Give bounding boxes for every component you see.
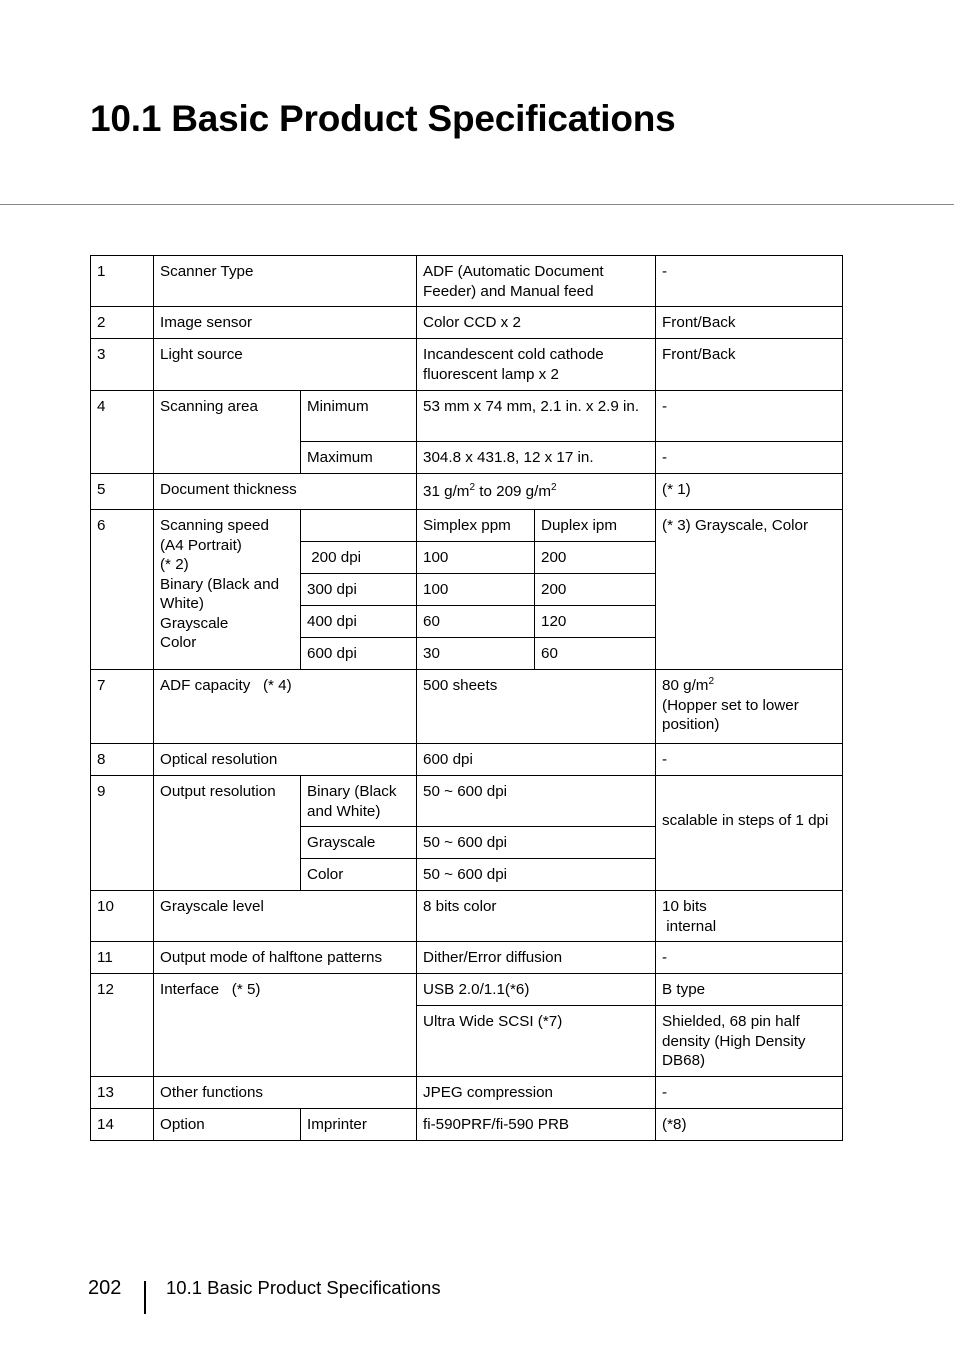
item-note: - (656, 744, 843, 776)
footer-section-title: 10.1 Basic Product Specifications (166, 1277, 441, 1298)
item-name: Scanner Type (154, 256, 417, 307)
table-row (91, 307, 843, 339)
sub-item (301, 510, 417, 542)
item-value: 50 ~ 600 dpi (417, 776, 656, 827)
table-row (91, 1109, 843, 1141)
table-row (91, 474, 843, 510)
item-value: USB 2.0/1.1(*6) (417, 974, 656, 1006)
row-number: 3 (91, 339, 154, 391)
item-value: 50 ~ 600 dpi (417, 859, 656, 891)
sub-item: Imprinter (301, 1109, 417, 1141)
item-name: Scanning speed (A4 Portrait) (* 2) Binary (Black and White) Grayscale Color (154, 510, 301, 670)
table-row (91, 974, 843, 1006)
item-note: - (656, 1077, 843, 1109)
duplex-value: 200 (535, 542, 656, 574)
section-title: Basic Product Specifications (171, 98, 676, 139)
item-note: - (656, 442, 843, 474)
item-name: Option (154, 1109, 301, 1141)
row-number: 11 (91, 942, 154, 974)
item-name: Output mode of halftone patterns (154, 942, 417, 974)
row-number: 8 (91, 744, 154, 776)
table-row (91, 391, 843, 442)
row-number: 13 (91, 1077, 154, 1109)
simplex-value: 30 (417, 638, 535, 670)
sub-item: 200 dpi (301, 542, 417, 574)
row-number: 9 (91, 776, 154, 891)
item-note: Front/Back (656, 339, 843, 391)
item-value: Color CCD x 2 (417, 307, 656, 339)
sub-item: Minimum (301, 391, 417, 442)
sub-item: 300 dpi (301, 574, 417, 606)
row-number: 4 (91, 391, 154, 474)
item-name: Image sensor (154, 307, 417, 339)
sub-item: 400 dpi (301, 606, 417, 638)
item-value: 53 mm x 74 mm, 2.1 in. x 2.9 in. (417, 391, 656, 442)
section-number: 10.1 (90, 98, 162, 139)
item-value: 600 dpi (417, 744, 656, 776)
page-number: 202 (88, 1277, 122, 1299)
item-name: Document thickness (154, 474, 417, 510)
item-name: Other functions (154, 1077, 417, 1109)
item-note: (* 1) (656, 474, 843, 510)
row-number: 6 (91, 510, 154, 670)
table-row (91, 256, 843, 307)
item-value: Ultra Wide SCSI (*7) (417, 1006, 656, 1077)
item-value: 50 ~ 600 dpi (417, 827, 656, 859)
column-header-duplex: Duplex ipm (535, 510, 656, 542)
table-row (91, 339, 843, 391)
row-number: 5 (91, 474, 154, 510)
row-number: 10 (91, 891, 154, 942)
page-title (90, 98, 676, 140)
item-name: Light source (154, 339, 417, 391)
simplex-value: 100 (417, 542, 535, 574)
row-number: 2 (91, 307, 154, 339)
item-note: Front/Back (656, 307, 843, 339)
item-name: Output resolution (154, 776, 301, 891)
table-row (91, 776, 843, 827)
footer-divider (144, 1281, 146, 1314)
item-value: fi-590PRF/fi-590 PRB (417, 1109, 656, 1141)
item-name: ADF capacity (* 4) (154, 670, 417, 744)
item-value: JPEG compression (417, 1077, 656, 1109)
item-name: Scanning area (154, 391, 301, 474)
table-row (91, 670, 843, 744)
item-note: Shielded, 68 pin half density (High Density DB68) (656, 1006, 843, 1077)
item-value: 31 $g/m^2$ to 209 $g/m^2$ (417, 474, 656, 510)
item-note: - (656, 942, 843, 974)
sub-item: Maximum (301, 442, 417, 474)
row-number: 14 (91, 1109, 154, 1141)
item-value: Incandescent cold cathode fluorescent lamp x 2 (417, 339, 656, 391)
sub-item: Color (301, 859, 417, 891)
item-note: - (656, 256, 843, 307)
sub-item: 600 dpi (301, 638, 417, 670)
simplex-value: 60 (417, 606, 535, 638)
row-number: 1 (91, 256, 154, 307)
simplex-value: 100 (417, 574, 535, 606)
row-number: 12 (91, 974, 154, 1077)
item-note: (*8) (656, 1109, 843, 1141)
table-row (91, 891, 843, 942)
duplex-value: 200 (535, 574, 656, 606)
item-name: Interface (* 5) (154, 974, 417, 1077)
specifications-table (90, 255, 843, 1141)
sub-item: Binary (Black and White) (301, 776, 417, 827)
table-row (91, 510, 843, 542)
duplex-value: 60 (535, 638, 656, 670)
item-note: (* 3) Grayscale, Color (656, 510, 843, 670)
item-note: scalable in steps of 1 dpi (656, 776, 843, 891)
item-note: B type (656, 974, 843, 1006)
item-name: Optical resolution (154, 744, 417, 776)
header-divider (0, 204, 954, 205)
duplex-value: 120 (535, 606, 656, 638)
item-value: ADF (Automatic Document Feeder) and Manual feed (417, 256, 656, 307)
table-row (91, 744, 843, 776)
item-note: 80 $g/m^2$ (Hopper set to lower position) (656, 670, 843, 744)
table-row (91, 1077, 843, 1109)
item-note: 10 bits internal (656, 891, 843, 942)
item-value: 304.8 x 431.8, 12 x 17 in. (417, 442, 656, 474)
item-value: 500 sheets (417, 670, 656, 744)
table-row (91, 942, 843, 974)
item-name: Grayscale level (154, 891, 417, 942)
column-header-simplex: Simplex ppm (417, 510, 535, 542)
item-value: Dither/Error diffusion (417, 942, 656, 974)
item-note: - (656, 391, 843, 442)
sub-item: Grayscale (301, 827, 417, 859)
row-number: 7 (91, 670, 154, 744)
item-value: 8 bits color (417, 891, 656, 942)
